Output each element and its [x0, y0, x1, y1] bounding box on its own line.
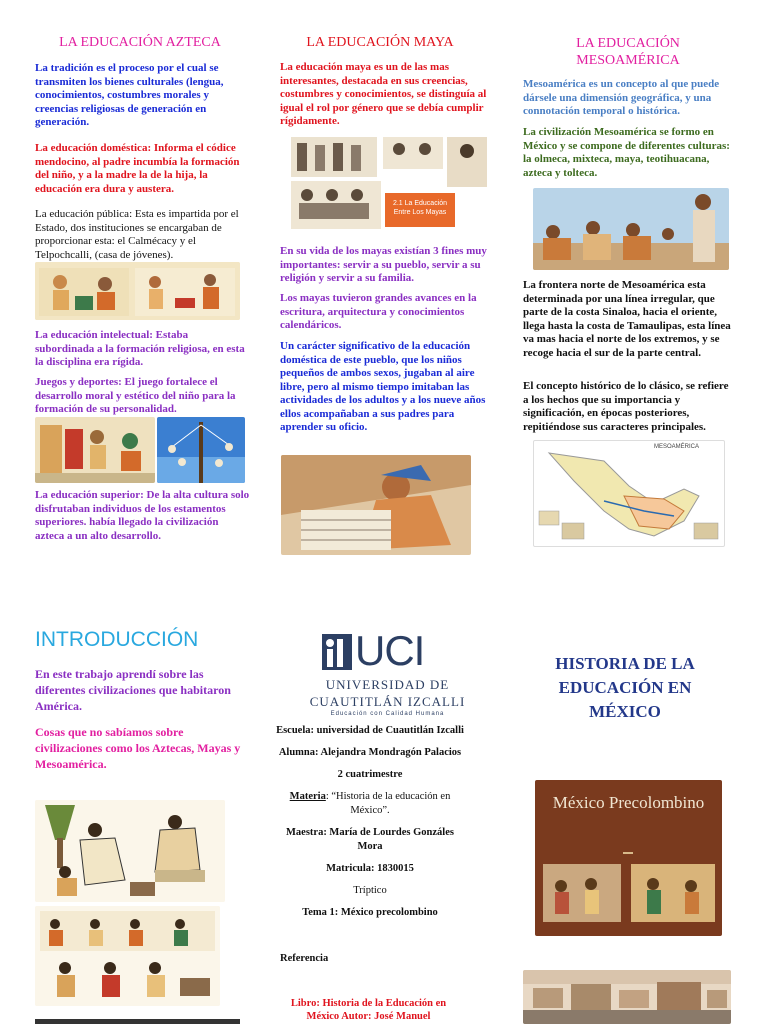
info-tema: Tema 1: México precolombino — [302, 907, 438, 918]
maya-slide-label: 2.1 La Educación Entre Los Mayas — [385, 193, 455, 227]
meso-map-label: MESOAMÉRICA — [654, 444, 700, 450]
info-maestra: Maestra: María de Lourdes Gonzáles Mora — [286, 827, 454, 852]
uci-logo — [300, 628, 475, 720]
meso-map-image — [533, 440, 725, 547]
azteca-paragraph-publica: La educación pública: Esta es impartida por el Estado, dos instituciones se encargaban de proporcionar esta: el Calmécacy y el Telpochcalli, (casa de jóvenes). — [35, 208, 239, 261]
azteca-codex-image — [35, 262, 240, 320]
cover-book-image — [535, 780, 722, 936]
uci-logo-mark — [322, 634, 352, 670]
info-cuatrimestre: 2 cuatrimestre — [337, 769, 403, 780]
azteca-paragraph-superior: La educación superior: De la alta cultura solo disfrutaban individuos de los estamentos superiores. había llegado la civilización azteca a un alto desarrollo. — [35, 489, 250, 542]
intro-codex-image-bottom — [35, 906, 220, 1006]
meso-paragraph-concepto: Mesoamérica es un concepto al que puede dársele una dimensión geográfica, y una connotación temporal o histórica. — [523, 78, 720, 117]
info-alumna: Alumna: Alejandra Mondragón Palacios — [278, 747, 462, 758]
intro-bottom-strip — [35, 1019, 240, 1024]
info-libro: Libro: Historia de la Educación en México Autor: José Manuel — [290, 998, 447, 1022]
uci-university-name: UNIVERSIDAD DE CUAUTITLÁN IZCALLI — [309, 677, 466, 709]
meso-paragraph-civilizacion: La civilización Mesoamérica se formo en México y se compone de diferentes culturas: la olmeca, mixteca, maya, teotihuacana, azteca y tolteca. — [523, 126, 730, 179]
maya-paragraph-intro: La educación maya es un de las mas interesantes, destacada en sus creencias, costumbres y conocimientos, se distinguía al igual el rol por género que se debía cumplir rígidamente. — [280, 61, 487, 127]
cover-book-title: México Precolombino — [552, 793, 705, 812]
azteca-title: LA EDUCACIÓN AZTECA — [59, 35, 221, 50]
uci-motto: Educación con Calidad Humana — [330, 711, 445, 717]
maya-paragraph-caracter: Un carácter significativo de la educación doméstica de este pueblo, que los niños pequeños de ambos sexos, jugaban al aire libre, pero al mismo tiempo imitaban las actividades de los adultos y a los nueve años ellos acompañaban a sus padres para aprender su oficio. — [280, 340, 486, 433]
azteca-paragraph-intelectual: La educación intelectual: Estaba subordinada a la formación religiosa, en esta la disciplina era rígida. — [35, 329, 245, 368]
info-materia-value: : “Historia de la educación en México”. — [325, 791, 451, 816]
intro-title: INTRODUCCIÓN — [35, 628, 199, 651]
meso-paragraph-clasico: El concepto histórico de lo clásico, se refiere a los hechos que su importancia y significación, en épocas posteriores, repitiéndose sus caracteres principales. — [523, 380, 729, 433]
info-materia-label: Materia — [289, 791, 326, 802]
azteca-games-image — [35, 417, 155, 483]
maya-title: LA EDUCACIÓN MAYA — [306, 35, 454, 50]
info-materia — [275, 790, 465, 818]
maya-slide-image — [287, 133, 492, 233]
cover-title: HISTORIA DE LA EDUCACIÓN EN MÉXICO — [555, 654, 695, 721]
intro-paragraph-cosas: Cosas que no sabíamos sobre civilizaciones como los Aztecas, Mayas y Mesoamérica. — [35, 725, 241, 771]
info-referencia: Referencia — [280, 953, 329, 964]
meso-class-image — [533, 188, 729, 270]
intro-codex-image-top — [35, 800, 225, 902]
info-matricula: Matricula: 1830015 — [326, 863, 414, 874]
azteca-paragraph-juegos: Juegos y deportes: El juego fortalece el desarrollo moral y estético del niño para la formación de su personalidad. — [35, 376, 236, 415]
uci-logo-text: UCI — [355, 627, 425, 674]
meso-paragraph-frontera: La frontera norte de Mesoamérica esta determinada por una línea irregular, que parte de la costa Sinaloa, hacia el oriente, llega hasta la costa de Tamaulipas, esta línea va mas hacia el norte de los extremos, y se recoge hacia el sur de la parte central. — [523, 279, 731, 359]
azteca-paragraph-tradicion: La tradición es el proceso por el cual se transmiten los bienes culturales (lengua, conocimientos, costumbres morales y creencias religiosas de generación en generación. — [35, 62, 224, 128]
maya-paragraph-avances: Los mayas tuvieron grandes avances en la escritura, arquitectura y conocimientos calendáricos. — [280, 292, 477, 331]
cover-book-ornament — [623, 852, 633, 854]
info-escuela: Escuela: universidad de Cuautitlán Izcalli — [276, 725, 464, 736]
uci-info — [275, 724, 465, 920]
intro-paragraph-aprendi: En este trabajo aprendí sobre las diferentes civilizaciones que habitaron América. — [35, 667, 231, 713]
maya-paragraph-fines: En su vida de los mayas existían 3 fines muy importantes: servir a su pueblo, servir a su religión y servir a su familia. — [280, 245, 487, 284]
meso-title: LA EDUCACIÓN MESOAMÉRICA — [576, 36, 680, 68]
voladores-image — [157, 417, 245, 483]
maya-weaver-image — [281, 455, 471, 555]
cover-city-image — [523, 970, 731, 1024]
info-triptico: Tríptico — [353, 885, 387, 896]
azteca-paragraph-domestica: La educación doméstica: Informa el códice mendocino, al padre incumbía la formación del niño, y a la madre la de la hija, la educación era dura y austera. — [35, 142, 240, 195]
